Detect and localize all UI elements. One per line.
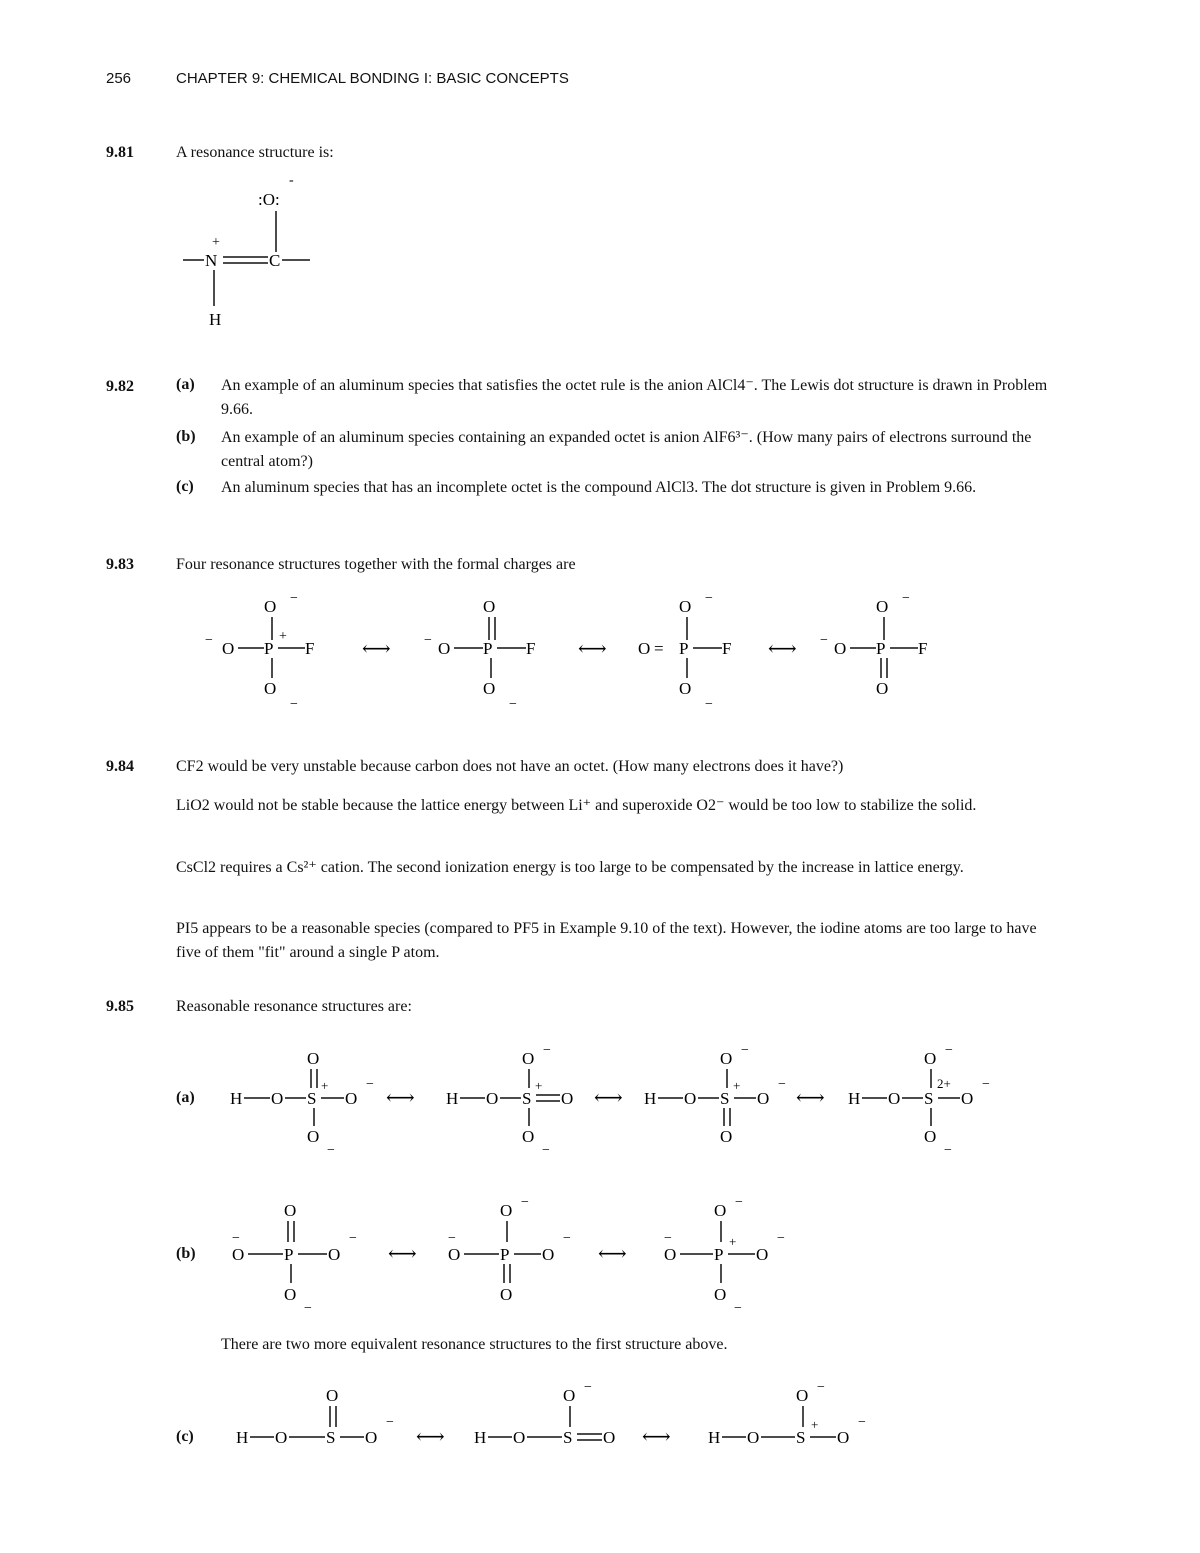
- svg-text:−: −: [858, 1415, 866, 1430]
- svg-text:F: F: [305, 639, 315, 658]
- svg-text:S: S: [307, 1089, 317, 1108]
- svg-text:H: H: [708, 1428, 721, 1447]
- svg-text:O: O: [275, 1428, 288, 1447]
- svg-text:O: O: [326, 1386, 339, 1405]
- label-b: (b): [176, 428, 196, 445]
- svg-text:O: O: [328, 1245, 341, 1264]
- svg-text:O: O: [876, 597, 889, 616]
- svg-text:O: O: [345, 1089, 358, 1108]
- svg-text:−: −: [705, 697, 713, 712]
- svg-text:S: S: [326, 1428, 336, 1447]
- problem-9-81-text: A resonance structure is:: [176, 144, 334, 161]
- svg-text:−: −: [543, 1043, 551, 1058]
- svg-text:H: H: [644, 1089, 657, 1108]
- svg-text:O: O: [500, 1201, 513, 1220]
- svg-text:O: O: [924, 1049, 937, 1068]
- svg-text:−: −: [205, 633, 213, 648]
- svg-text:⟷: ⟷: [598, 1243, 627, 1265]
- problem-9-83-number: 9.83: [106, 556, 134, 573]
- svg-text:−: −: [448, 1231, 456, 1246]
- atom-n: N: [205, 251, 218, 270]
- svg-text:⟷: ⟷: [386, 1087, 415, 1109]
- svg-text:S: S: [796, 1428, 806, 1447]
- text-9-82-c: An aluminum species that has an incomplete octet is the compound AlCl3. The dot structure is given in Problem 9.66.: [221, 479, 977, 496]
- problem-9-81-number: 9.81: [106, 144, 134, 161]
- svg-text:O: O: [796, 1386, 809, 1405]
- svg-text:−: −: [778, 1077, 786, 1092]
- text-9-82-b: An example of an aluminum species containing an expanded octet is anion AlF6³⁻. (How many pairs of electrons surround the central atom?): [221, 429, 1032, 470]
- label-9-85-b: (b): [176, 1245, 196, 1262]
- svg-text:O: O: [684, 1089, 697, 1108]
- svg-text:⟷: ⟷: [388, 1243, 417, 1265]
- svg-text:O: O: [757, 1089, 770, 1108]
- svg-text:O: O: [271, 1089, 284, 1108]
- svg-text:⟷: ⟷: [768, 638, 797, 660]
- svg-text:⟷: ⟷: [594, 1087, 623, 1109]
- svg-text:⟷: ⟷: [796, 1087, 825, 1109]
- svg-text:−: −: [509, 697, 517, 712]
- svg-text:H: H: [848, 1089, 861, 1108]
- resonance-arrow: ⟷: [362, 638, 391, 660]
- problem-9-83-text: Four resonance structures together with the formal charges are: [176, 556, 576, 573]
- svg-text:−: −: [542, 1143, 550, 1158]
- svg-text:+: +: [733, 1078, 741, 1093]
- label-9-85-a: (a): [176, 1089, 195, 1106]
- svg-text:O: O: [307, 1127, 320, 1146]
- svg-text:P: P: [500, 1245, 510, 1264]
- svg-text:−: −: [944, 1143, 952, 1158]
- svg-text:O: O: [438, 639, 451, 658]
- svg-text:O: O: [307, 1049, 320, 1068]
- svg-text:H: H: [230, 1089, 243, 1108]
- svg-text:⟷: ⟷: [416, 1426, 445, 1448]
- svg-text:O: O: [486, 1089, 499, 1108]
- svg-text:−: −: [386, 1415, 394, 1430]
- text-9-84-cf2: CF2 would be very unstable because carbon does not have an octet. (How many electrons does it have?): [176, 758, 844, 775]
- svg-text:−: −: [945, 1043, 953, 1058]
- svg-text:P: P: [876, 639, 886, 658]
- svg-text:O: O: [513, 1428, 526, 1447]
- charge-minus: -: [289, 173, 294, 188]
- svg-text:P: P: [483, 639, 493, 658]
- problem-9-84-number: 9.84: [106, 758, 134, 775]
- problem-9-85-text: Reasonable resonance structures are:: [176, 998, 412, 1015]
- problem-9-82-number: 9.82: [106, 378, 134, 395]
- svg-text:F: F: [722, 639, 732, 658]
- svg-text:⟷: ⟷: [578, 638, 607, 660]
- svg-text:−: −: [664, 1231, 672, 1246]
- svg-text:O: O: [679, 597, 692, 616]
- svg-text:+: +: [811, 1417, 819, 1432]
- svg-text:O: O: [522, 1127, 535, 1146]
- svg-text:O: O: [714, 1201, 727, 1220]
- svg-text:−: −: [902, 591, 910, 606]
- svg-text:O: O: [720, 1127, 733, 1146]
- svg-text:2+: 2+: [937, 1076, 951, 1091]
- svg-text:O: O: [720, 1049, 733, 1068]
- atom-o: :O:: [258, 190, 280, 209]
- chapter-title: CHAPTER 9: CHEMICAL BONDING I: BASIC CONCEPTS: [176, 70, 569, 87]
- svg-text:−: −: [735, 1195, 743, 1210]
- svg-text:P: P: [264, 639, 274, 658]
- svg-text:+: +: [279, 629, 287, 644]
- text-9-84-lio2: LiO2 would not be stable because the lattice energy between Li⁺ and superoxide O2⁻ would be too low to stabilize the solid.: [176, 797, 977, 814]
- svg-text:F: F: [526, 639, 536, 658]
- svg-text:O: O: [448, 1245, 461, 1264]
- svg-text:O: O: [834, 639, 847, 658]
- svg-text:O: O: [222, 639, 235, 658]
- svg-text:−: −: [349, 1231, 357, 1246]
- label-a: (a): [176, 376, 195, 393]
- svg-text:−: −: [820, 633, 828, 648]
- svg-text:H: H: [236, 1428, 249, 1447]
- svg-text:−: −: [777, 1231, 785, 1246]
- svg-text:P: P: [284, 1245, 294, 1264]
- svg-text:O: O: [888, 1089, 901, 1108]
- svg-text:O: O: [876, 679, 889, 698]
- svg-text:+: +: [729, 1234, 737, 1249]
- text-9-82-a: An example of an aluminum species that satisfies the octet rule is the anion AlCl4⁻. The Lewis dot structure is drawn in Problem 9.66.: [221, 377, 1048, 418]
- svg-text:O: O: [563, 1386, 576, 1405]
- svg-text:−: −: [817, 1380, 825, 1395]
- svg-text:O: O: [365, 1428, 378, 1447]
- svg-text:O: O: [961, 1089, 974, 1108]
- svg-text:+: +: [535, 1078, 543, 1093]
- svg-text:−: −: [741, 1043, 749, 1058]
- svg-text:O: O: [664, 1245, 677, 1264]
- svg-text:P: P: [679, 639, 689, 658]
- problem-9-85-number: 9.85: [106, 998, 134, 1015]
- svg-text:+: +: [321, 1078, 329, 1093]
- svg-text:−: −: [705, 591, 713, 606]
- svg-text:O: O: [483, 597, 496, 616]
- svg-text:O: O: [679, 679, 692, 698]
- page-number: 256: [106, 70, 132, 87]
- svg-text:−: −: [232, 1231, 240, 1246]
- svg-text:O: O: [500, 1285, 513, 1304]
- svg-text:−: −: [563, 1231, 571, 1246]
- text-9-84-pi5: PI5 appears to be a reasonable species (compared to PF5 in Example 9.10 of the text). However, the iodine atoms are too large to have five of them "fit" around a single P atom.: [176, 920, 1037, 961]
- svg-text:F: F: [918, 639, 928, 658]
- svg-text:−: −: [304, 1301, 312, 1316]
- label-c: (c): [176, 478, 194, 495]
- svg-text:O: O: [264, 679, 277, 698]
- svg-text:P: P: [714, 1245, 724, 1264]
- label-9-85-c: (c): [176, 1428, 194, 1445]
- atom-h: H: [209, 310, 222, 329]
- svg-text:−: −: [584, 1380, 592, 1395]
- svg-text:O: O: [837, 1428, 850, 1447]
- atom-c: C: [269, 251, 281, 270]
- svg-text:−: −: [366, 1077, 374, 1092]
- svg-text:O: O: [284, 1285, 297, 1304]
- svg-text:−: −: [521, 1195, 529, 1210]
- note-9-85: There are two more equivalent resonance structures to the first structure above.: [221, 1336, 728, 1353]
- svg-text:O: O: [522, 1049, 535, 1068]
- svg-text:−: −: [290, 697, 298, 712]
- text-9-84-cscl2: CsCl2 requires a Cs²⁺ cation. The second ionization energy is too large to be compensated by the increase in lattice energy.: [176, 859, 964, 876]
- atom-o: O: [264, 597, 277, 616]
- svg-text:O: O: [756, 1245, 769, 1264]
- svg-text:−: −: [327, 1143, 335, 1158]
- svg-text:O: O: [714, 1285, 727, 1304]
- svg-text:⟷: ⟷: [642, 1426, 671, 1448]
- svg-text:O: O: [542, 1245, 555, 1264]
- svg-text:S: S: [563, 1428, 573, 1447]
- svg-text:−: −: [424, 633, 432, 648]
- svg-text:O: O: [924, 1127, 937, 1146]
- svg-text:S: S: [522, 1089, 532, 1108]
- svg-text:S: S: [924, 1089, 934, 1108]
- svg-text:−: −: [982, 1077, 990, 1092]
- svg-text:O: O: [747, 1428, 760, 1447]
- charge-plus: +: [212, 235, 220, 250]
- svg-text:H: H: [446, 1089, 459, 1108]
- svg-text:−: −: [290, 591, 298, 606]
- svg-text:S: S: [720, 1089, 730, 1108]
- svg-text:O: O: [561, 1089, 574, 1108]
- svg-text:H: H: [474, 1428, 487, 1447]
- svg-text:O: O: [483, 679, 496, 698]
- svg-text:O: O: [603, 1428, 616, 1447]
- svg-text:−: −: [734, 1301, 742, 1316]
- svg-text:O: O: [284, 1201, 297, 1220]
- svg-text:=: =: [654, 639, 664, 658]
- svg-text:O: O: [232, 1245, 245, 1264]
- svg-text:O: O: [638, 639, 651, 658]
